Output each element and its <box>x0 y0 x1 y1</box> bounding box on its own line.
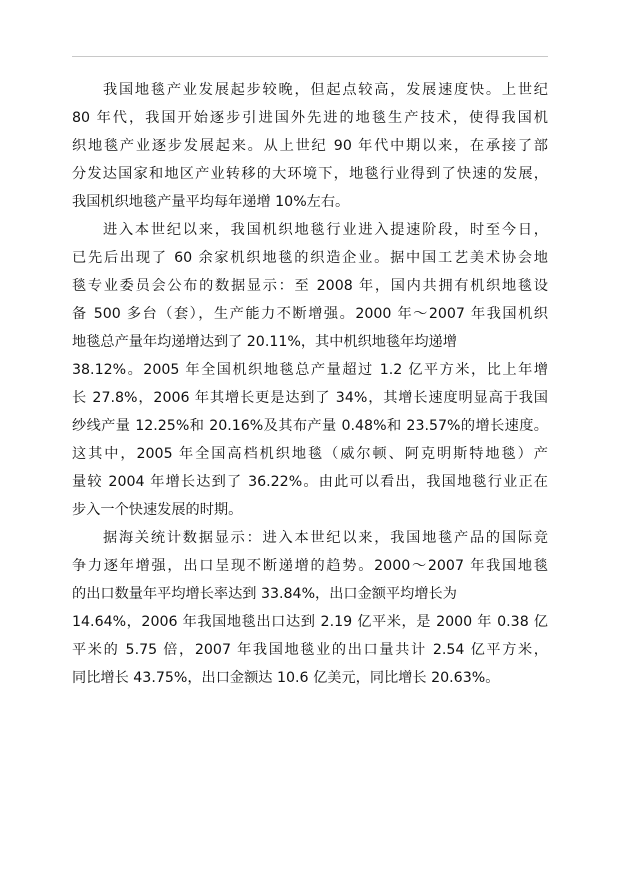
text-line: 量较 2004 年增长达到了 36.22%。由此可以看出，我国地毯行业正在 <box>72 474 548 490</box>
text-line: 进入本世纪以来，我国机织地毯行业进入提速阶段，时至今日， <box>103 222 548 238</box>
text-line: 备 500 多台（套），生产能力不断增强。2000 年～2007 年我国机织 <box>72 306 548 322</box>
text-line: 长 27.8%，2006 年其增长更是达到了 34%，其增长速度明显高于我国 <box>72 390 548 406</box>
text-line: 80 年代，我国开始逐步引进国外先进的地毯生产技术，使得我国机 <box>72 110 548 126</box>
paragraph-3 <box>72 524 548 692</box>
text-line: 同比增长 43.75%，出口金额达 10.6 亿美元，同比增长 20.63%。 <box>72 670 500 686</box>
text-line: 这其中，2005 年全国高档机织地毯（威尔顿、阿克明斯特地毯）产 <box>72 446 548 462</box>
text-line: 已先后出现了 60 余家机织地毯的织造企业。据中国工艺美术协会地 <box>72 250 548 266</box>
text-line: 织地毯产业逐步发展起来。从上世纪 90 年代中期以来，在承接了部 <box>72 138 548 154</box>
text-line: 14.64%，2006 年我国地毯出口达到 2.19 亿平米，是 2000 年 0.38 亿 <box>72 614 548 630</box>
text-line: 据海关统计数据显示：进入本世纪以来，我国地毯产品的国际竞 <box>103 530 548 546</box>
text-line: 纱线产量 12.25%和 20.16%及其布产量 0.48%和 23.57%的增长速度。 <box>72 418 548 434</box>
text-line: 我国地毯产业发展起步较晚，但起点较高，发展速度快。上世纪 <box>103 82 548 98</box>
header-rule <box>72 56 548 57</box>
text-line: 争力逐年增强，出口呈现不断递增的趋势。2000～2007 年我国地毯 <box>72 558 548 574</box>
text-line: 地毯总产量年均递增达到了 20.11%，其中机织地毯年均递增 <box>72 334 457 350</box>
body-text <box>72 76 548 692</box>
text-line: 平米的 5.75 倍，2007 年我国地毯业的出口量共计 2.54 亿平方米， <box>72 642 548 658</box>
text-line: 38.12%。2005 年全国机织地毯总产量超过 1.2 亿平方米，比上年增 <box>72 362 548 378</box>
paragraph-2 <box>72 216 548 524</box>
text-line: 我国机织地毯产量平均每年递增 10%左右。 <box>72 194 350 210</box>
paragraph-1 <box>72 76 548 216</box>
text-line: 的出口数量年平均增长率达到 33.84%，出口金额平均增长为 <box>72 586 457 602</box>
text-line: 分发达国家和地区产业转移的大环境下，地毯行业得到了快速的发展， <box>72 166 548 182</box>
text-line: 毯专业委员会公布的数据显示：至 2008 年，国内共拥有机织地毯设 <box>72 278 548 294</box>
text-line: 步入一个快速发展的时期。 <box>72 502 243 518</box>
